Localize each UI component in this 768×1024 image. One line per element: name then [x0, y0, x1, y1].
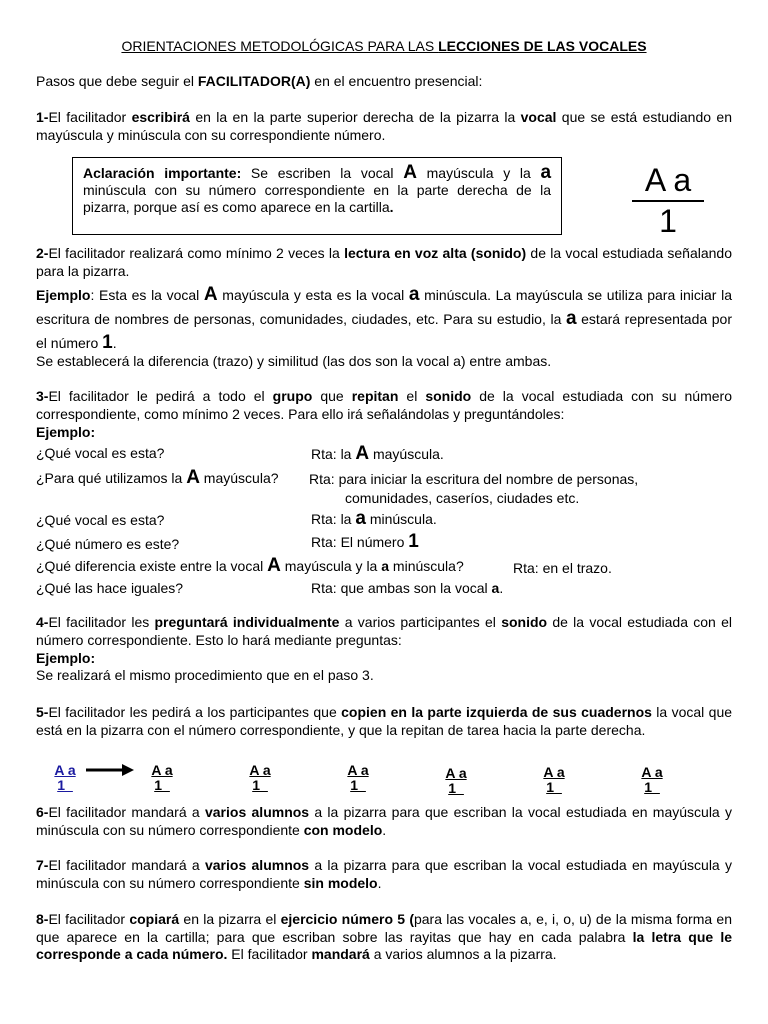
qa-answer-1: Rta: la A mayúscula. [311, 443, 444, 464]
step-5: 5-El facilitador les pedirá a los participantes que copien en la parte izquierda de sus cuadernos la vocal que está en la pizarra con el número correspondiente, y que la repitan de tarea hacia la parte derecha. [36, 704, 733, 738]
fraction-top: A a [644, 162, 692, 198]
handwriting-copy-3: A a 1_ [347, 762, 369, 793]
handwriting-copy-6: A a 1_ [641, 764, 663, 795]
qa-answer-2-cont: comunidades, caseríos, ciudades etc. [345, 490, 580, 506]
step-3: 3-El facilitador le pedirá a todo el grupo que repitan el sonido de la vocal estudiada con su número correspondiente, como mínimo 2 veces. Para ello irá señalándolas y preguntándoles: [36, 388, 732, 422]
qa-answer-3: Rta: la a minúscula. [311, 508, 437, 529]
qa-question-2: ¿Para qué utilizamos la A mayúscula? [36, 467, 279, 488]
vowel-fraction [632, 162, 704, 240]
handwriting-copy-1: A a 1_ [151, 762, 173, 793]
handwriting-model: A a 1_ [54, 762, 76, 793]
qa-question-3: ¿Qué vocal es esta? [36, 512, 165, 528]
step-4-procedure: Se realizará el mismo procedimiento que en el paso 3. [36, 667, 374, 683]
qa-answer-4: Rta: El número 1 [311, 531, 419, 552]
step-6: 6-El facilitador mandará a varios alumnos a la pizarra para que escriban la vocal estudiada en mayúscula y minúscula con su número correspondiente con modelo. [36, 804, 732, 838]
qa-question-4: ¿Qué número es este? [36, 536, 180, 552]
qa-answer-2: Rta: para iniciar la escritura del nombre de personas, [309, 471, 639, 487]
step-1: 1-El facilitador escribirá en la en la parte superior derecha de la pizarra la vocal que se está estudiando en mayúscula y minúscula con su correspondiente número. [36, 109, 732, 143]
arrow-icon [86, 764, 134, 776]
step-4: 4-El facilitador les preguntará individualmente a varios participantes el sonido de la vocal estudiada con el número correspondiente. Esto lo hará mediante preguntas: [36, 614, 732, 648]
qa-question-6: ¿Qué las hace iguales? [36, 580, 184, 596]
fraction-bottom: 1 [659, 203, 677, 239]
qa-answer-6: Rta: que ambas son la vocal a. [311, 580, 504, 596]
qa-question-1: ¿Qué vocal es esta? [36, 445, 165, 461]
qa-question-5: ¿Qué diferencia existe entre la vocal A mayúscula y la a minúscula? [36, 555, 464, 576]
handwriting-copy-2: A a 1_ [249, 762, 271, 793]
important-note-box: Aclaración importante: Se escriben la vocal A mayúscula y la a minúscula con su número correspondiente en la parte derecha de la pizarra, porque así es como aparece en la cartilla. [72, 157, 562, 235]
handwriting-copy-5: A a 1_ [543, 764, 565, 795]
qa-answer-5: Rta: en el trazo. [513, 560, 612, 576]
step-4-example-label: Ejemplo: [36, 650, 96, 666]
step-3-example-label: Ejemplo: [36, 424, 96, 440]
example-2-difference: Se establecerá la diferencia (trazo) y similitud (las dos son la vocal a) entre ambas. [36, 353, 552, 369]
handwriting-copy-4: A a 1_ [445, 765, 467, 796]
page-title: ORIENTACIONES METODOLÓGICAS PARA LAS LECCIONES DE LAS VOCALES [121, 38, 647, 54]
step-2: 2-El facilitador realizará como mínimo 2 veces la lectura en voz alta (sonido) de la vocal estudiada señalando para la pizarra. [36, 245, 733, 279]
example-2: Ejemplo: Esta es la vocal A mayúscula y esta es la vocal a minúscula. La mayúscula se utiliza para iniciar la escritura de nombres de personas, comunidades, ciudades, etc. Para su estudio, la a estará representada por el número 1. [36, 284, 733, 353]
intro-paragraph: Pasos que debe seguir el FACILITADOR(A) en el encuentro presencial: [36, 73, 483, 89]
step-7: 7-El facilitador mandará a varios alumnos a la pizarra para que escriban la vocal estudiada en mayúscula y minúscula con su número correspondiente sin modelo. [36, 857, 732, 891]
step-8: 8-El facilitador copiará en la pizarra el ejercicio número 5 (para las vocales a, e, i, o, u) de la misma forma en que aparece en la cartilla; para que escriban sobre las rayitas que hay en cada palabra la letra que le corresponde a cada número. El facilitador mandará a varios alumnos a la pizarra. [36, 911, 733, 962]
